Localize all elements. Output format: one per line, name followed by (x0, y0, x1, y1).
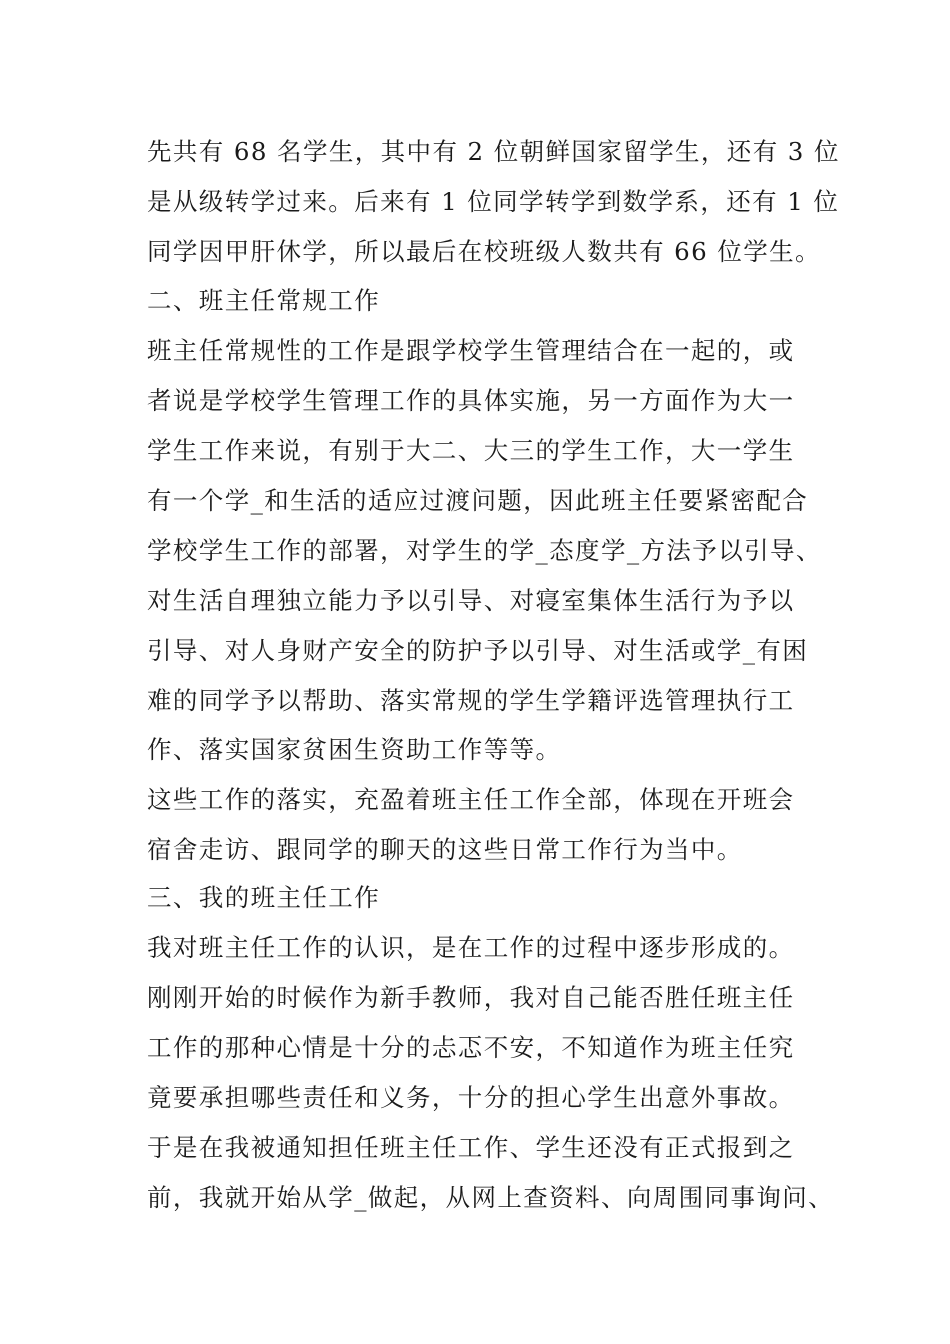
section-heading-2: 二、班主任常规工作 (147, 286, 381, 315)
text-line-10: 对生活自理独立能力予以引导、对寝室集体生活行为予以 (147, 586, 795, 615)
section-heading-3: 三、我的班主任工作 (147, 883, 381, 912)
text-line-22: 前，我就开始从学_做起，从网上查资料、向周围同事询问、 (147, 1183, 835, 1212)
text-line-11: 引导、对人身财产安全的防护予以引导、对生活或学_有困 (147, 636, 809, 665)
text-line-19: 工作的那种心情是十分的忐忑不安，不知道作为班主任究 (147, 1033, 795, 1062)
text-line-6: 者说是学校学生管理工作的具体实施，另一方面作为大一 (147, 386, 795, 415)
text-line-12: 难的同学予以帮助、落实常规的学生学籍评选管理执行工 (147, 686, 795, 715)
text-line-13: 作、落实国家贫困生资助工作等等。 (147, 735, 562, 764)
text-line-20: 竟要承担哪些责任和义务，十分的担心学生出意外事故。 (147, 1083, 795, 1112)
text-line-3: 同学因甲肝休学，所以最后在校班级人数共有 66 位学生。 (147, 237, 821, 266)
text-line-1: 先共有 68 名学生，其中有 2 位朝鲜国家留学生，还有 3 位 (147, 137, 840, 166)
text-line-2: 是从级转学过来。后来有 1 位同学转学到数学系，还有 1 位 (147, 187, 840, 216)
text-line-18: 刚刚开始的时候作为新手教师，我对自己能否胜任班主任 (147, 983, 795, 1012)
text-line-5: 班主任常规性的工作是跟学校学生管理结合在一起的，或 (147, 336, 795, 365)
text-line-9: 学校学生工作的部署，对学生的学_态度学_方法予以引导、 (147, 536, 822, 565)
text-line-7: 学生工作来说，有别于大二、大三的学生工作，大一学生 (147, 436, 795, 465)
text-line-15: 宿舍走访、跟同学的聊天的这些日常工作行为当中。 (147, 835, 743, 864)
text-line-14: 这些工作的落实，充盈着班主任工作全部，体现在开班会 (147, 785, 795, 814)
text-line-17: 我对班主任工作的认识，是在工作的过程中逐步形成的。 (147, 933, 795, 962)
text-line-21: 于是在我被通知担任班主任工作、学生还没有正式报到之 (147, 1133, 795, 1162)
text-line-8: 有一个学_和生活的适应过渡问题，因此班主任要紧密配合 (147, 486, 809, 515)
